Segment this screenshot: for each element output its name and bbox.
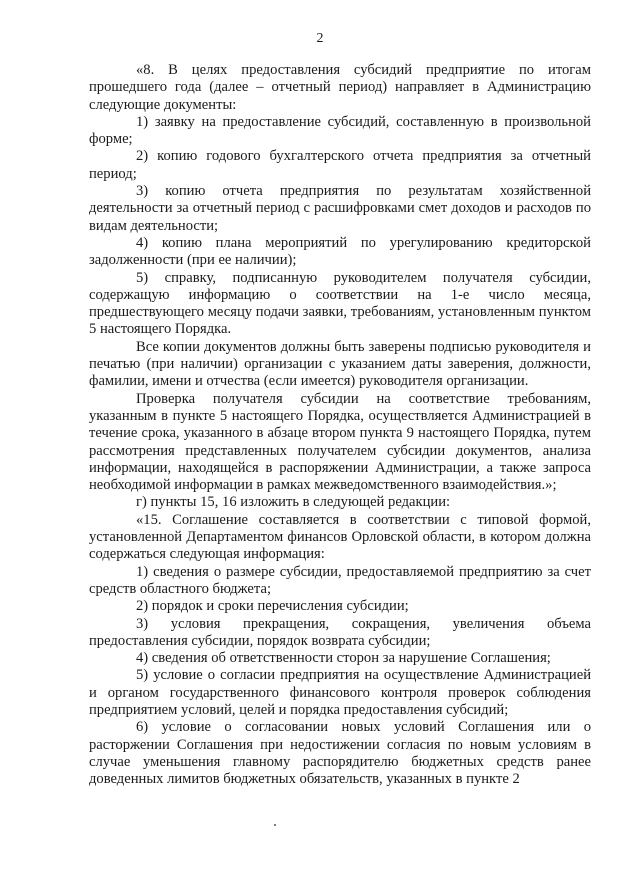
list-item-2-accounting-report: 2) копию годового бухгалтерского отчета предприятия за отчетный период;: [89, 148, 591, 182]
paragraph-clause-15-intro: «15. Соглашение составляется в соответствии с типовой формой, установленной Департаментом финансов Орловской области, в котором должна содержаться следующая информация:: [89, 511, 591, 563]
paragraph-clause-8-intro: «8. В целях предоставления субсидий предприятие по итогам прошедшего года (далее – отчетный период) направляет в Администрацию следующие документы:: [89, 62, 591, 113]
paragraph-copies-certification: Все копии документов должны быть заверены подписью руководителя и печатью (при наличии) организации с указанием даты заверения, должности, фамилии, имени и отчества (если имеется) руководителя организации.: [89, 338, 591, 390]
list-item-4-debt-plan: 4) копию плана мероприятий по урегулированию кредиторской задолженности (при ее наличии);: [89, 234, 591, 269]
list-item-5-certificate: 5) справку, подписанную руководителем получателя субсидии, содержащую информацию о соответствии на 1-е число месяца, предшествующего месяцу подачи заявки, требованиям, установленным пунктом 5 настоящего Порядка.: [89, 269, 591, 338]
document-body: [89, 62, 591, 788]
list-item-5-consent: 5) условие о согласии предприятия на осуществление Администрацией и органом государственного финансового контроля проверок соблюдения предприятием условий, целей и порядка предоставления субсидий;: [89, 667, 591, 718]
paragraph-amendment-g: г) пункты 15, 16 изложить в следующей редакции:: [136, 494, 451, 511]
list-item-6-new-conditions: 6) условие о согласовании новых условий Соглашения или о расторжении Соглашения при недостижении согласия по новым условиям в случае уменьшения главному распорядителю бюджетных средств ранее доведенных лимитов бюджетных обязательств, указанных в пункте 2: [89, 719, 591, 788]
list-item-4-liability: 4) сведения об ответственности сторон за нарушение Соглашения;: [136, 650, 551, 667]
list-item-3-activity-report: 3) копию отчета предприятия по результатам хозяйственной деятельности за отчетный период с расшифровками смет доходов и расходов по видам деятельности;: [89, 183, 591, 234]
page-number: 2: [316, 31, 324, 46]
list-item-1-subsidy-amount: 1) сведения о размере субсидии, предоставляемой предприятию за счет средств областного бюджета;: [89, 563, 591, 597]
list-item-2-transfer-terms: 2) порядок и сроки перечисления субсидии;: [136, 598, 409, 615]
list-item-3-conditions: 3) условия прекращения, сокращения, увеличения объема предоставления субсидии, порядок возврата субсидии;: [89, 615, 591, 649]
paragraph-verification: Проверка получателя субсидии на соответствие требованиям, указанным в пункте 5 настоящего Порядка, осуществляется Администрацией в течение срока, указанного в абзаце втором пункта 9 настоящего Порядка, путем рассмотрения представленных получателем субсидии документов, анализа информации, находящейся в распоряжении Администрации, а также запроса необходимой информации в рамках межведомственного взаимодействия.»;: [89, 390, 591, 494]
list-item-1-application: 1) заявку на предоставление субсидий, составленную в произвольной форме;: [89, 113, 591, 148]
scan-speck: [274, 824, 276, 826]
